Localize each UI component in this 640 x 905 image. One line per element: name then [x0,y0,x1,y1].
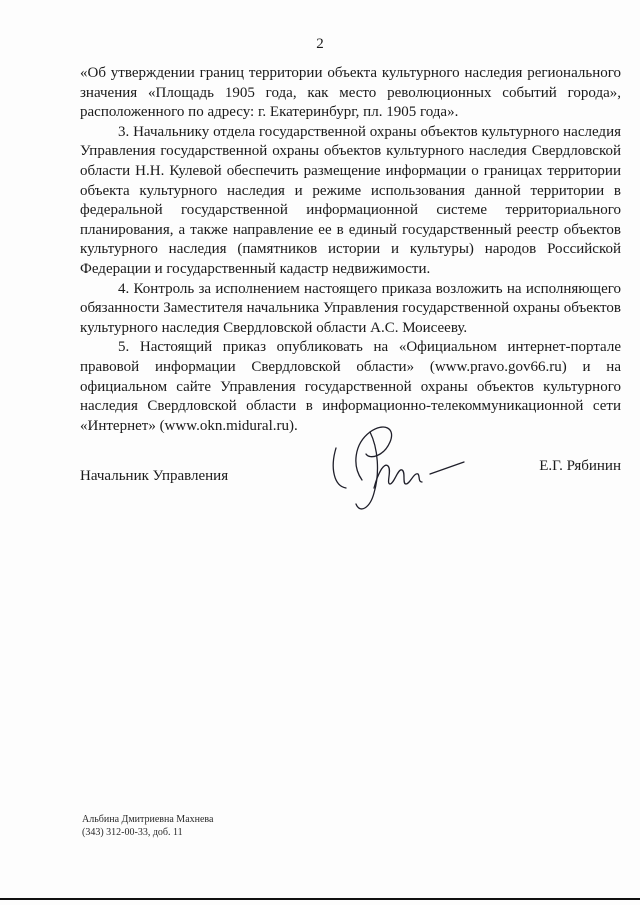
executor-name: Альбина Дмитриевна Махнева [82,814,214,825]
document-body [80,64,621,436]
paragraph-item-5: 5. Настоящий приказ опубликовать на «Официальном интернет-портале правовой информации Свердловской области» (www.pravo.gov66.ru) и на официальном сайте Управления государственной охраны объектов культурного наследия Свердловской области в информационно-телекоммуникационной сети «Интернет» (www.okn.midural.ru). [80,339,621,434]
executor-phone: (343) 312-00-33, доб. 11 [82,827,183,838]
paragraph-item-3: 3. Начальнику отдела государственной охраны объектов культурного наследия Управления государственной охраны объектов культурного наследия Свердловской области Н.Н. Кулевой обеспечить размещение информации о границах территории объекта культурного наследия и режиме использования данной территории в федеральной государственной информационной системе территориального планирования, а также направление ее в единый государственный реестр объектов культурного наследия (памятников истории и культуры) народов Российской Федерации и государственный кадастр недвижимости. [80,123,621,277]
paragraph-continuation: «Об утверждении границ территории объекта культурного наследия регионального значения «Площадь 1905 года, как место революционных событий города», расположенного по адресу: г. Екатеринбург, пл. 1905 года». [80,65,621,121]
page-number: 2 [316,36,324,52]
handwritten-signature-icon [330,418,480,538]
signer-name: Е.Г. Рябинин [539,458,621,474]
page-bottom-border [0,898,640,900]
executor-info [82,813,213,839]
signer-position: Начальник Управления [80,468,229,484]
paragraph-item-4: 4. Контроль за исполнением настоящего приказа возложить на исполняющего обязанности Заместителя начальника Управления государственной охраны объектов культурного наследия Свердловской области А.С. Моисееву. [80,280,621,336]
signature-block [80,458,621,538]
